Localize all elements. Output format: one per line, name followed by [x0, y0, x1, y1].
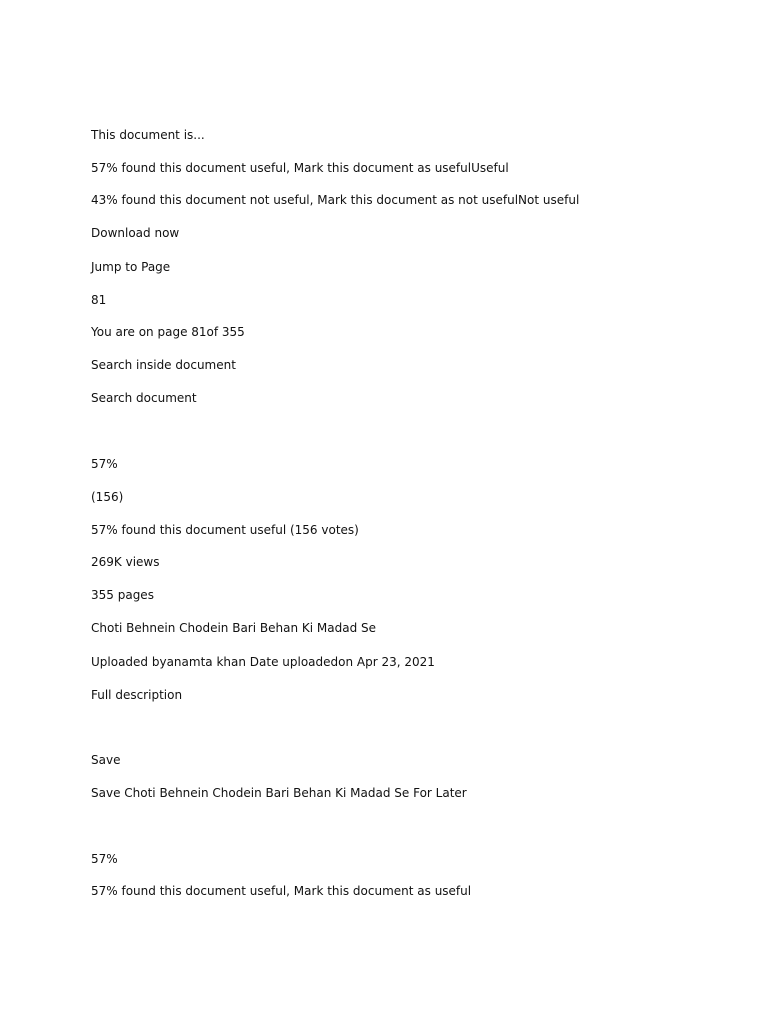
footer-rating-percent: 57% [91, 852, 118, 866]
footer-mark-useful-link[interactable]: 57% found this document useful, Mark this document as useful [91, 884, 472, 898]
upload-info: Uploaded byanamta khan Date uploadedon Apr 23, 2021 [91, 655, 435, 669]
search-document-input[interactable]: Search document [91, 391, 197, 405]
page-count: 355 pages [91, 588, 154, 602]
full-description-link[interactable]: Full description [91, 688, 183, 702]
vote-count: (156) [91, 490, 124, 504]
mark-not-useful-link[interactable]: 43% found this document not useful, Mark this document as not usefulNot useful [91, 193, 580, 207]
document-title: Choti Behnein Chodein Bari Behan Ki Madad Se [91, 621, 377, 635]
save-button[interactable]: Save [91, 753, 121, 767]
rating-percent: 57% [91, 457, 118, 471]
mark-useful-link[interactable]: 57% found this document useful, Mark this document as usefulUseful [91, 161, 509, 175]
page-number-input[interactable]: 81 [91, 293, 107, 307]
search-inside-label: Search inside document [91, 358, 236, 372]
download-button[interactable]: Download now [91, 226, 180, 240]
page-status: You are on page 81of 355 [91, 325, 245, 339]
view-count: 269K views [91, 555, 160, 569]
save-for-later-button[interactable]: Save Choti Behnein Chodein Bari Behan Ki Madad Se For Later [91, 786, 467, 800]
document-intro: This document is... [91, 128, 205, 142]
useful-votes-text: 57% found this document useful (156 votes) [91, 523, 359, 537]
jump-to-page-label: Jump to Page [91, 260, 171, 274]
